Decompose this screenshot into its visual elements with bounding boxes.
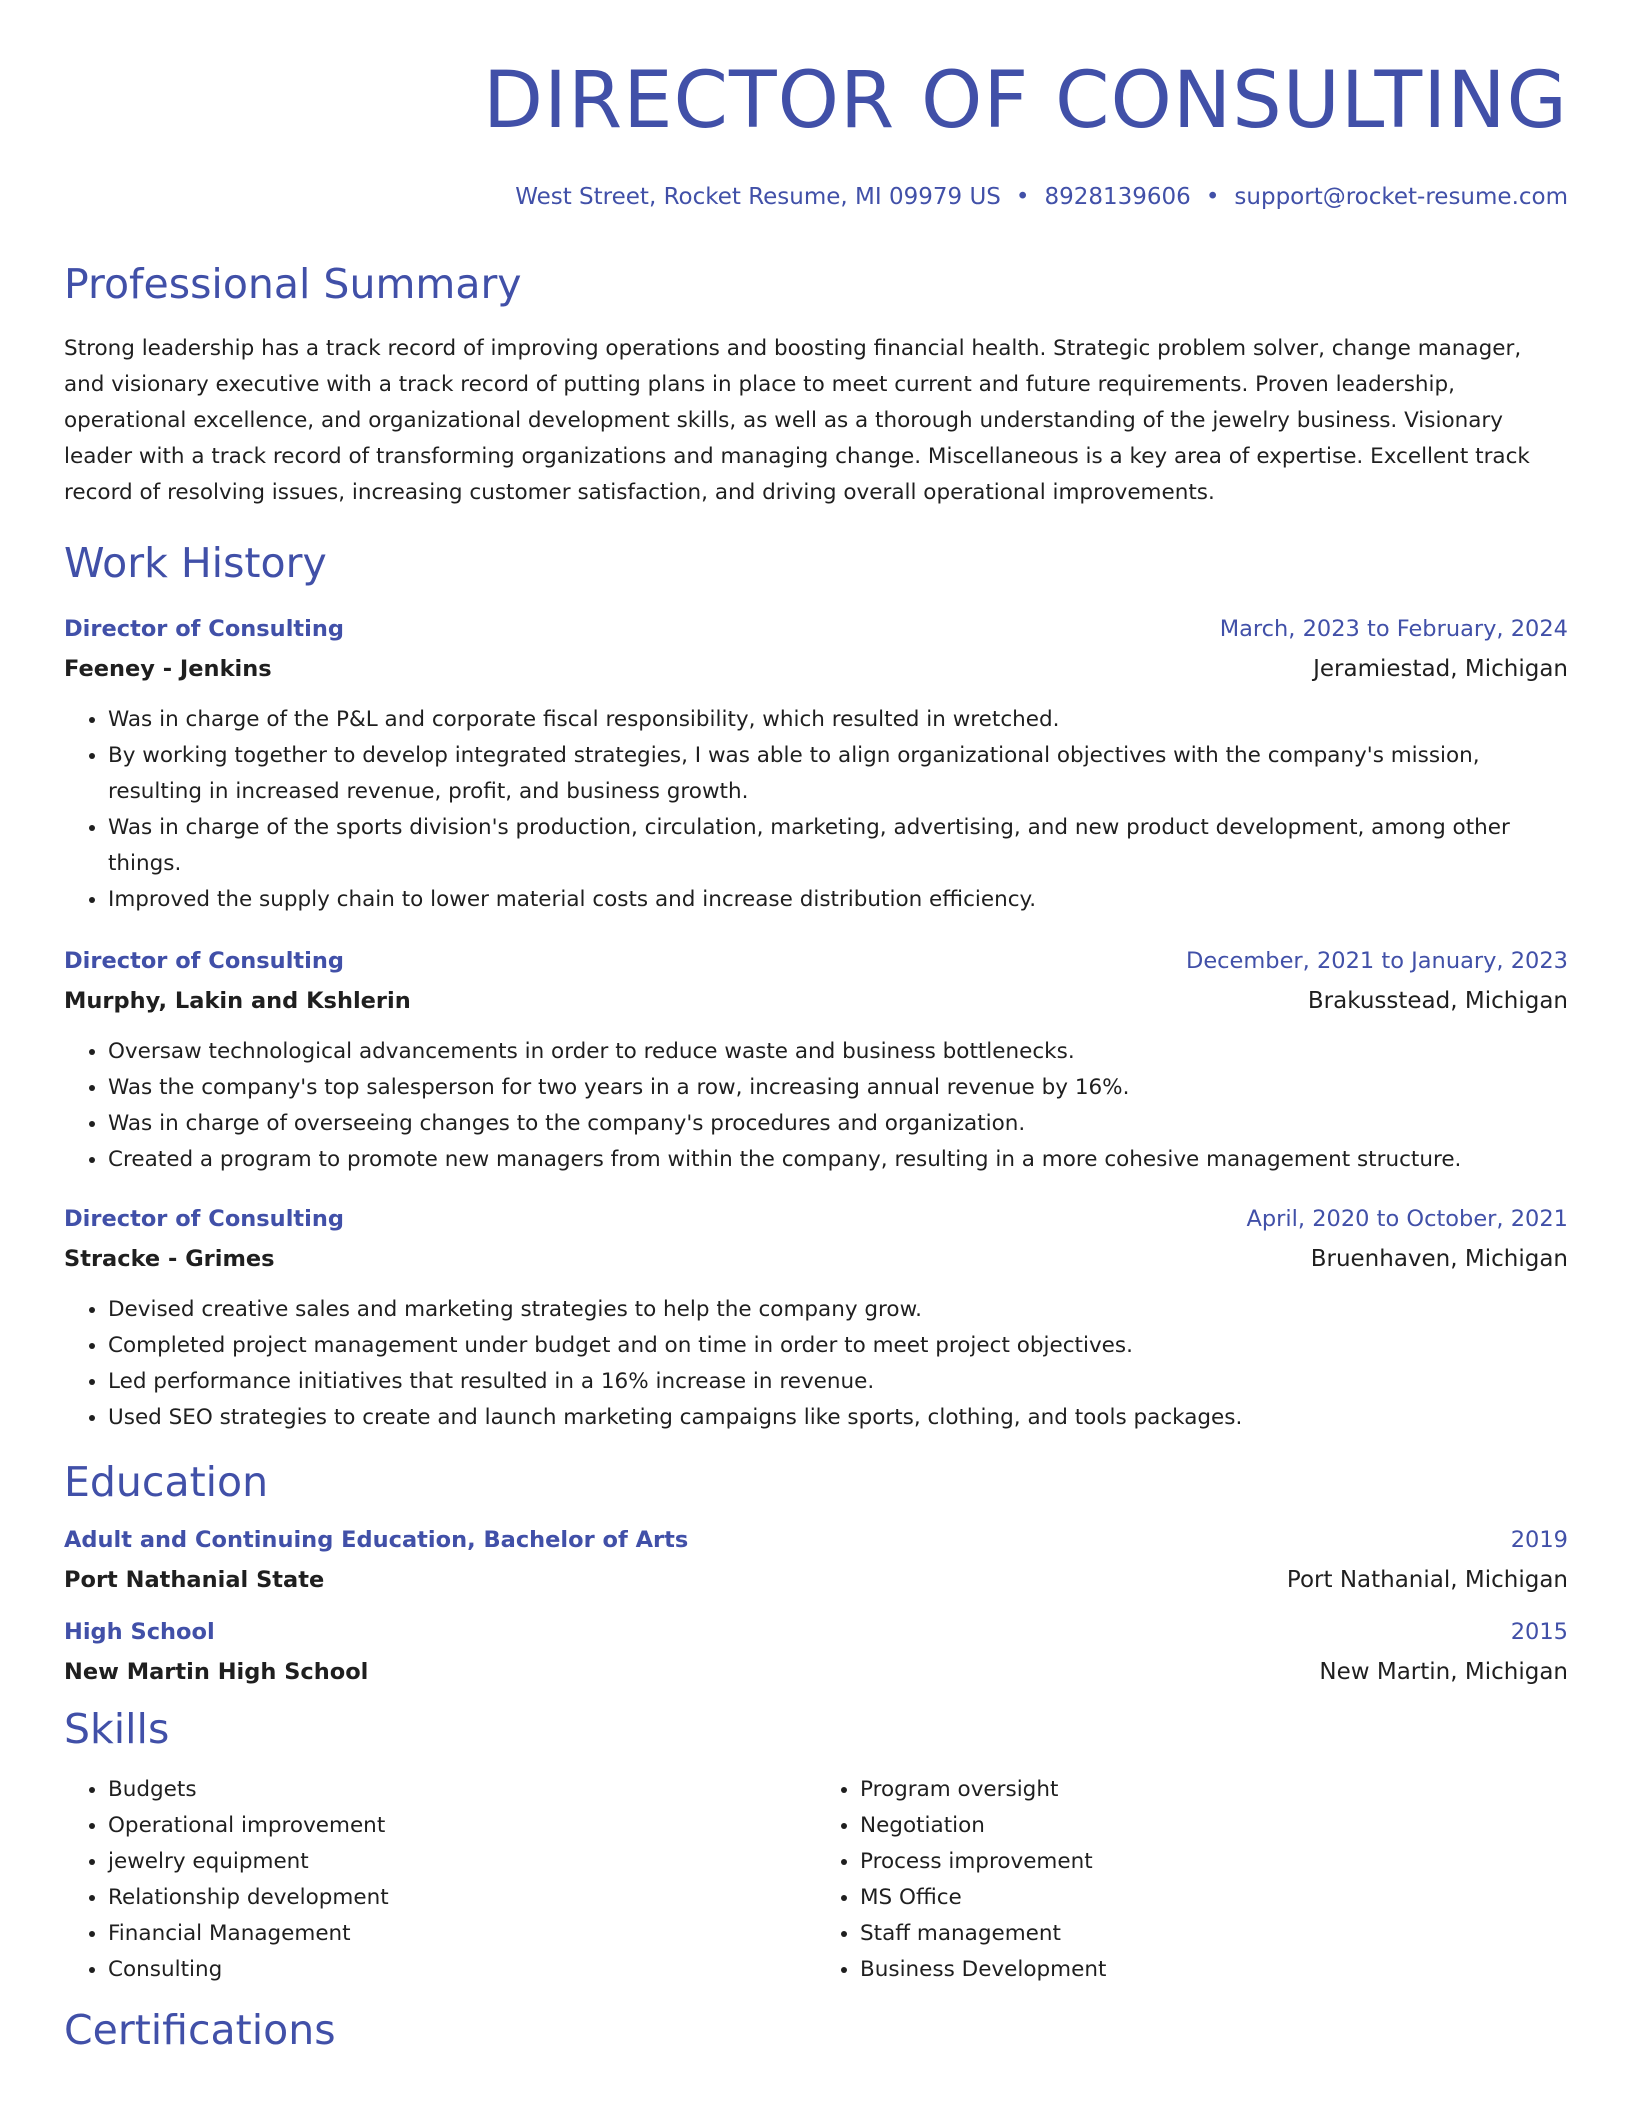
skill-item: • Budgets (108, 1772, 816, 1808)
education-year: 2015 (1510, 1619, 1568, 1646)
skill-item: • Financial Management (108, 1916, 816, 1952)
skill-item: • Operational improvement (108, 1808, 816, 1844)
separator-dot: • (1015, 184, 1030, 210)
job-bullet: • Was in charge of the sports division's production, circulation, marketing, advertising, and new product development, among other things. (108, 810, 1568, 882)
summary-text: Strong leadership has a track record of improving operations and boosting financial health. Strategic problem solver, change manager, and visionary executive with a track record of putting plans in place to meet current and future requirements. Proven leadership, operational excellence, and organizational development skills, as well as a thorough understanding of the jewelry business. Visionary leader with a track record of transforming organizations and managing change. Miscellaneous is a key area of expertise. Excellent track record of resolving issues, increasing customer satisfaction, and driving overall operational improvements. (64, 336, 1530, 506)
skill-item: • MS Office (860, 1880, 1568, 1916)
job-bullet: • Improved the supply chain to lower material costs and increase distribution efficiency. (108, 882, 1568, 918)
job-company: Feeney - Jenkins (64, 656, 272, 683)
job-bullet: • Was in charge of the P&L and corporate fiscal responsibility, which resulted in wretched. (108, 702, 1568, 738)
job-bullets (64, 702, 1568, 918)
job-bullet: • By working together to develop integrated strategies, I was able to align organizational objectives with the company's mission, resulting in increased revenue, profit, and business growth. (108, 738, 1568, 810)
job-bullet: • Devised creative sales and marketing strategies to help the company grow. (108, 1292, 1568, 1328)
contact-address: West Street, Rocket Resume, MI 09979 US (515, 184, 1001, 210)
job-dates: March, 2023 to February, 2024 (1219, 616, 1568, 643)
education-degree: Adult and Continuing Education, Bachelor of Arts (64, 1527, 689, 1554)
education-school: Port Nathanial State (64, 1567, 325, 1594)
job-bullets (64, 1292, 1568, 1436)
separator-dot: • (1205, 184, 1220, 210)
job-bullet: • Created a program to promote new managers from within the company, resulting in a more cohesive management structure. (108, 1142, 1568, 1178)
job-dates: April, 2020 to October, 2021 (1246, 1206, 1568, 1233)
education-entry (64, 1527, 1568, 1593)
job-bullet: • Oversaw technological advancements in order to reduce waste and business bottlenecks. (108, 1034, 1568, 1070)
job-entry (64, 948, 1568, 1178)
job-entry (64, 616, 1568, 918)
section-heading-certifications: Certifications (64, 2006, 336, 2055)
skill-item: • Program oversight (860, 1772, 1568, 1808)
skills-column-left (64, 1772, 816, 1988)
job-location: Brakusstead, Michigan (1307, 988, 1568, 1015)
section-heading-summary: Professional Summary (64, 260, 522, 308)
education-year: 2019 (1510, 1527, 1568, 1554)
job-entry (64, 1206, 1568, 1436)
job-bullets (64, 1034, 1568, 1178)
job-dates: December, 2021 to January, 2023 (1186, 948, 1568, 975)
contact-email[interactable]: support@rocket-resume.com (1234, 184, 1568, 210)
skills-grid (64, 1772, 1568, 1988)
job-bullet: • Completed project management under budget and on time in order to meet project objectives. (108, 1328, 1568, 1364)
skill-item: • Relationship development (108, 1880, 816, 1916)
job-role: Director of Consulting (64, 948, 345, 975)
skill-item: • Process improvement (860, 1844, 1568, 1880)
education-entry (64, 1619, 1568, 1685)
skill-item: • Staff management (860, 1916, 1568, 1952)
skill-item: • Negotiation (860, 1808, 1568, 1844)
job-location: Jeramiestad, Michigan (1313, 656, 1568, 683)
job-role: Director of Consulting (64, 616, 345, 643)
skill-item: • jewelry equipment (108, 1844, 816, 1880)
education-location: New Martin, Michigan (1319, 1659, 1568, 1686)
job-bullet: • Was in charge of overseeing changes to the company's procedures and organization. (108, 1106, 1568, 1142)
education-degree: High School (64, 1619, 215, 1646)
education-location: Port Nathanial, Michigan (1286, 1567, 1568, 1594)
section-heading-education: Education (64, 1458, 269, 1507)
job-company: Stracke - Grimes (64, 1246, 275, 1273)
section-heading-work-history: Work History (64, 539, 327, 588)
education-school: New Martin High School (64, 1659, 369, 1686)
skills-column-right (816, 1772, 1568, 1988)
contact-line (64, 184, 1568, 210)
job-bullet: • Led performance initiatives that resulted in a 16% increase in revenue. (108, 1364, 1568, 1400)
job-location: Bruenhaven, Michigan (1310, 1246, 1568, 1273)
skill-item: • Business Development (860, 1952, 1568, 1988)
job-bullet: • Was the company's top salesperson for two years in a row, increasing annual revenue by 16%. (108, 1070, 1568, 1106)
contact-phone: 8928139606 (1044, 184, 1191, 210)
job-role: Director of Consulting (64, 1206, 345, 1233)
resume-title: DIRECTOR OF CONSULTING (482, 56, 1568, 146)
job-company: Murphy, Lakin and Kshlerin (64, 988, 411, 1015)
skill-item: • Consulting (108, 1952, 816, 1988)
section-heading-skills: Skills (64, 1705, 170, 1754)
job-bullet: • Used SEO strategies to create and launch marketing campaigns like sports, clothing, and tools packages. (108, 1400, 1568, 1436)
